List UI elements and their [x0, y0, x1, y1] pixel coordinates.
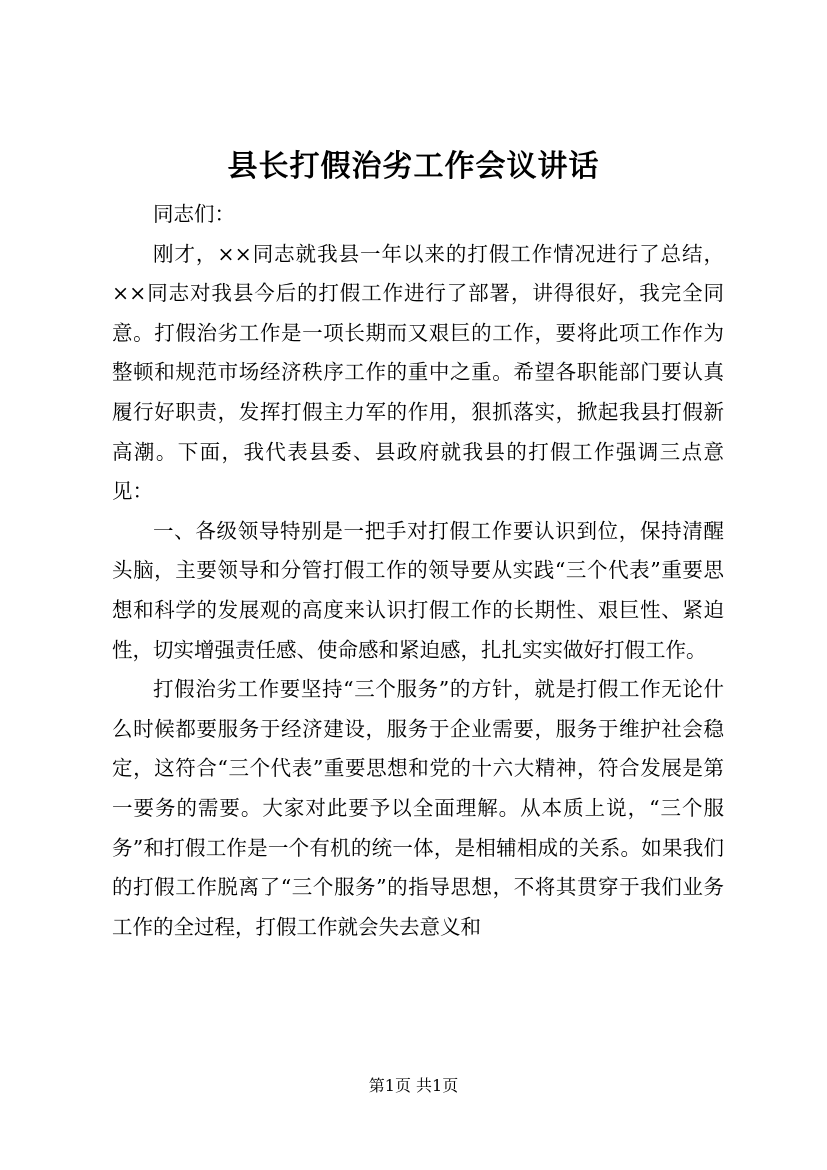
body-paragraph: 刚才，××同志就我县一年以来的打假工作情况进行了总结，××同志对我县今后的打假工作进行了部署，讲得很好，我完全同意。打假治劣工作是一项长期而又艰巨的工作，要将此项工作作为整顿和规范市场经济秩序工作的重中之重。希望各职能部门要认真履行好职责，发挥打假主力军的作用，狠抓落实，掀起我县打假新高潮。下面，我代表县委、县政府就我县的打假工作强调三点意见：: [112, 241, 724, 504]
document-title: 县长打假治劣工作会议讲话: [227, 149, 600, 184]
document-body: [112, 195, 724, 947]
page-footer: 第1页 共1页: [368, 1076, 459, 1095]
salutation-paragraph: 同志们：: [153, 202, 235, 226]
body-paragraph: 一、各级领导特别是一把手对打假工作要认识到位，保持清醒头脑，主要领导和分管打假工作的领导要从实践“三个代表”重要思想和科学的发展观的高度来认识打假工作的长期性、艰巨性、紧迫性，切实增强责任感、使命感和紧迫感，扎扎实实做好打假工作。: [112, 518, 724, 662]
body-paragraph: 打假治劣工作要坚持“三个服务”的方针，就是打假工作无论什么时候都要服务于经济建设，服务于企业需要，服务于维护社会稳定，这符合“三个代表”重要思想和党的十六大精神，符合发展是第一要务的需要。大家对此要予以全面理解。从本质上说，“三个服务”和打假工作是一个有机的统一体，是相辅相成的关系。如果我们的打假工作脱离了“三个服务”的指导思想，不将其贯穿于我们业务工作的全过程，打假工作就会失去意义和: [112, 677, 724, 939]
